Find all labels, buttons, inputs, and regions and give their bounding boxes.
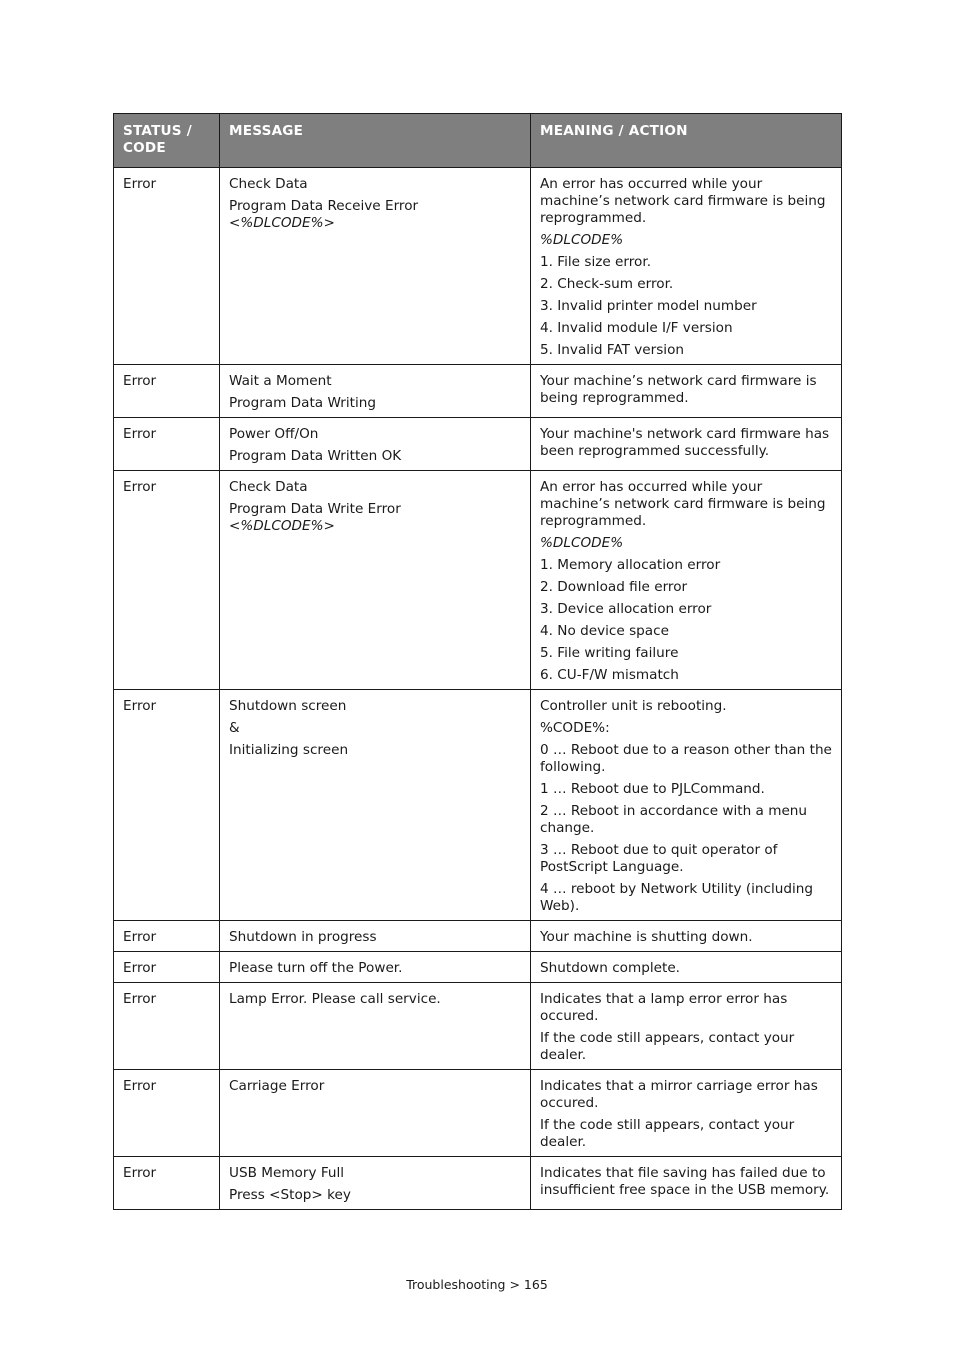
message-cell bbox=[220, 365, 531, 418]
message-cell bbox=[220, 952, 531, 983]
meaning-line: 1 … Reboot due to PJLCommand. bbox=[540, 781, 765, 797]
meaning-line: 4. Invalid module I/F version bbox=[540, 320, 733, 336]
page-footer: Troubleshooting > 165 bbox=[406, 1277, 548, 1292]
header-meaning-action: MEANING / ACTION bbox=[531, 114, 842, 168]
message-line: Lamp Error. Please call service. bbox=[229, 991, 441, 1007]
status-cell: Error bbox=[114, 418, 220, 471]
meaning-cell bbox=[531, 471, 842, 690]
table-row bbox=[114, 418, 842, 471]
message-line: Check Data bbox=[229, 176, 308, 192]
meaning-line: If the code still appears, contact your dealer. bbox=[540, 1117, 795, 1150]
meaning-cell bbox=[531, 1157, 842, 1210]
table-row bbox=[114, 1070, 842, 1157]
meaning-line: Indicates that a lamp error error has occured. bbox=[540, 991, 788, 1024]
meaning-cell bbox=[531, 1070, 842, 1157]
message-line: Shutdown in progress bbox=[229, 929, 377, 945]
meaning-line: 4 … reboot by Network Utility (including Web). bbox=[540, 881, 814, 914]
message-line: Program Data Writing bbox=[229, 395, 377, 411]
table-row bbox=[114, 921, 842, 952]
message-line: Power Off/On bbox=[229, 426, 319, 442]
message-line: Check Data bbox=[229, 479, 308, 495]
message-cell bbox=[220, 921, 531, 952]
meaning-line: An error has occurred while your machine’s network card firmware is being reprogrammed. bbox=[540, 479, 826, 529]
message-line: Press <Stop> key bbox=[229, 1187, 351, 1203]
message-line: <%DLCODE%> bbox=[229, 518, 335, 534]
meaning-line: Your machine is shutting down. bbox=[540, 929, 753, 945]
status-cell: Error bbox=[114, 168, 220, 365]
meaning-line: 3. Device allocation error bbox=[540, 601, 712, 617]
status-cell: Error bbox=[114, 1070, 220, 1157]
meaning-line: 4. No device space bbox=[540, 623, 669, 639]
meaning-cell bbox=[531, 983, 842, 1070]
message-cell bbox=[220, 690, 531, 921]
meaning-line: Indicates that a mirror carriage error has occured. bbox=[540, 1078, 818, 1111]
meaning-line: 1. File size error. bbox=[540, 254, 652, 270]
meaning-line: Indicates that file saving has failed due to insufficient free space in the USB memory. bbox=[540, 1165, 830, 1198]
table-row bbox=[114, 983, 842, 1070]
meaning-line: If the code still appears, contact your dealer. bbox=[540, 1030, 795, 1063]
meaning-line: 1. Memory allocation error bbox=[540, 557, 721, 573]
table-body bbox=[114, 168, 842, 1210]
error-code-table bbox=[113, 113, 842, 1210]
status-cell: Error bbox=[114, 1157, 220, 1210]
meaning-line: 5. File writing failure bbox=[540, 645, 679, 661]
table-header-row bbox=[114, 114, 842, 168]
status-cell: Error bbox=[114, 690, 220, 921]
message-line: & bbox=[229, 720, 240, 736]
table-row bbox=[114, 365, 842, 418]
meaning-line: %DLCODE% bbox=[540, 535, 624, 551]
message-line: Program Data Write Error bbox=[229, 501, 401, 517]
status-cell: Error bbox=[114, 952, 220, 983]
meaning-line: 5. Invalid FAT version bbox=[540, 342, 685, 358]
table-row bbox=[114, 952, 842, 983]
meaning-line: Controller unit is rebooting. bbox=[540, 698, 727, 714]
status-cell: Error bbox=[114, 983, 220, 1070]
meaning-line: Shutdown complete. bbox=[540, 960, 681, 976]
table-row bbox=[114, 168, 842, 365]
meaning-cell bbox=[531, 921, 842, 952]
message-cell bbox=[220, 471, 531, 690]
meaning-line: 2 … Reboot in accordance with a menu change. bbox=[540, 803, 808, 836]
meaning-cell bbox=[531, 168, 842, 365]
message-line: USB Memory Full bbox=[229, 1165, 345, 1181]
header-status-code: STATUS / CODE bbox=[114, 114, 220, 168]
message-cell bbox=[220, 168, 531, 365]
message-line: Program Data Receive Error bbox=[229, 198, 419, 214]
message-cell bbox=[220, 983, 531, 1070]
message-cell bbox=[220, 1157, 531, 1210]
meaning-line: 3. Invalid printer model number bbox=[540, 298, 757, 314]
message-line: Carriage Error bbox=[229, 1078, 325, 1094]
message-cell bbox=[220, 418, 531, 471]
meaning-line: Your machine’s network card firmware is being reprogrammed. bbox=[540, 373, 817, 406]
meaning-cell bbox=[531, 365, 842, 418]
message-cell bbox=[220, 1070, 531, 1157]
message-line: Initializing screen bbox=[229, 742, 349, 758]
status-cell: Error bbox=[114, 921, 220, 952]
meaning-line: 2. Download file error bbox=[540, 579, 688, 595]
meaning-line: %CODE%: bbox=[540, 720, 610, 736]
meaning-cell bbox=[531, 418, 842, 471]
message-line: Program Data Written OK bbox=[229, 448, 402, 464]
meaning-cell bbox=[531, 690, 842, 921]
meaning-cell bbox=[531, 952, 842, 983]
table-row bbox=[114, 1157, 842, 1210]
message-line: Please turn off the Power. bbox=[229, 960, 403, 976]
status-cell: Error bbox=[114, 365, 220, 418]
status-cell: Error bbox=[114, 471, 220, 690]
meaning-line: An error has occurred while your machine’s network card firmware is being reprogrammed. bbox=[540, 176, 826, 226]
meaning-line: 0 … Reboot due to a reason other than the following. bbox=[540, 742, 832, 775]
meaning-line: 2. Check-sum error. bbox=[540, 276, 674, 292]
message-line: Wait a Moment bbox=[229, 373, 332, 389]
header-message: MESSAGE bbox=[220, 114, 531, 168]
meaning-line: 6. CU-F/W mismatch bbox=[540, 667, 679, 683]
table-row bbox=[114, 471, 842, 690]
message-line: <%DLCODE%> bbox=[229, 215, 335, 231]
meaning-line: %DLCODE% bbox=[540, 232, 624, 248]
message-line: Shutdown screen bbox=[229, 698, 347, 714]
table-row bbox=[114, 690, 842, 921]
meaning-line: Your machine's network card firmware has been reprogrammed successfully. bbox=[540, 426, 830, 459]
meaning-line: 3 … Reboot due to quit operator of PostScript Language. bbox=[540, 842, 778, 875]
